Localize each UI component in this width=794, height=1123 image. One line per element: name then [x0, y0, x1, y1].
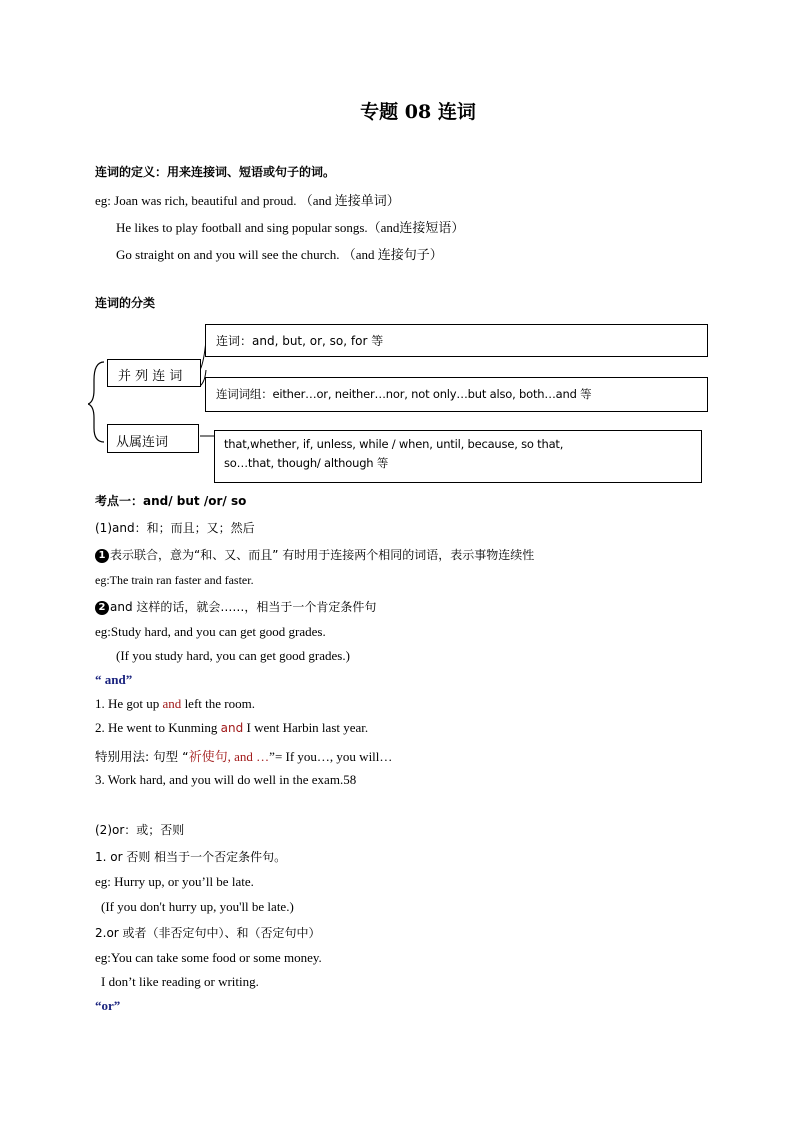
or-heading: (2)or：或；否则 — [95, 823, 185, 837]
subordinating-conjunction-box — [107, 424, 199, 453]
highlight-and: and — [162, 696, 182, 711]
subordinating-label: 从属连词 — [116, 435, 169, 450]
conjunctions-text: 连词：and, but, or, so, for 等 — [216, 334, 384, 348]
special-usage-suffix: ”= If you…, you will… — [269, 749, 393, 764]
exercise-text: left the room. — [181, 696, 255, 711]
exercise-text: 2. He went to Kunming — [95, 720, 221, 735]
and-usage-1-text: 表示联合，意为“和、又、而且” 有时用于连接两个相同的词语，表示事物连续性 — [110, 548, 535, 562]
number-1-icon: 1 — [95, 549, 109, 563]
definition-example-1: eg: Joan was rich, beautiful and proud. （and 连接单词） — [95, 193, 400, 208]
or-usage-2: 2.or 或者（非否定句中）、和（否定句中） — [95, 926, 321, 940]
number-2-icon: 2 — [95, 601, 109, 615]
and-exercise-3: 3. Work hard, and you will do well in the exam.58 — [95, 772, 357, 787]
or-label: “or” — [95, 998, 121, 1013]
and-example-2: eg:Study hard, and you can get good grades. — [95, 624, 326, 639]
or-usage-1: 1. or 否则 相当于一个否定条件句。 — [95, 850, 287, 864]
point1-heading: 考点一：and/ but /or/ so — [95, 494, 247, 508]
definition-heading: 连词的定义：用来连接词、短语或句子的词。 — [95, 165, 336, 179]
and-usage-2 — [95, 598, 376, 615]
and-label: “ and” — [95, 672, 133, 687]
conjunctions-box — [205, 324, 708, 357]
and-usage-2-text: and 这样的话，就会……，相当于一个肯定条件句 — [110, 600, 377, 614]
or-example-2: eg:You can take some food or some money. — [95, 950, 322, 965]
or-example-1: eg: Hurry up, or you’ll be late. — [95, 874, 254, 889]
exercise-text: I went Harbin last year. — [243, 720, 369, 735]
and-usage-1 — [95, 546, 534, 563]
and-heading: (1)and：和；而且；又；然后 — [95, 521, 255, 535]
special-usage-pattern: 祈使句, and … — [188, 749, 270, 764]
or-example-1b: (If you don't hurry up, you'll be late.) — [101, 899, 294, 914]
and-example-1: eg:The train ran faster and faster. — [95, 573, 254, 587]
special-usage-prefix: 特别用法: 句型 “ — [95, 749, 189, 764]
subordinating-line-1: that,whether, if, unless, while / when, until, because, so that, — [224, 437, 564, 451]
coordinating-conjunction-box — [107, 359, 201, 387]
and-exercise-2 — [95, 720, 368, 736]
subordinating-line-2: so…that, though/ although 等 — [224, 456, 389, 470]
classification-heading: 连词的分类 — [95, 296, 156, 310]
special-usage — [95, 746, 392, 765]
and-exercise-1 — [95, 696, 255, 712]
or-example-2b: I don’t like reading or writing. — [101, 974, 259, 989]
left-brace-icon — [88, 362, 104, 442]
coordinating-label: 并 列 连 词 — [118, 369, 183, 384]
definition-example-2: He likes to play football and sing popular songs.（and连接短语） — [116, 220, 465, 235]
and-example-2b: (If you study hard, you can get good grades.) — [116, 648, 350, 663]
conjunction-phrases-box — [205, 377, 708, 412]
exercise-text: 1. He got up — [95, 696, 163, 711]
subordinating-box — [214, 430, 702, 483]
highlight-and: and — [220, 721, 244, 735]
definition-example-3: Go straight on and you will see the church. （and 连接句子） — [116, 247, 443, 262]
conjunction-phrases-text: 连词词组：either…or, neither…nor, not only…but also, both…and 等 — [216, 387, 592, 401]
page-title: 专题 08 连词 — [360, 101, 476, 123]
